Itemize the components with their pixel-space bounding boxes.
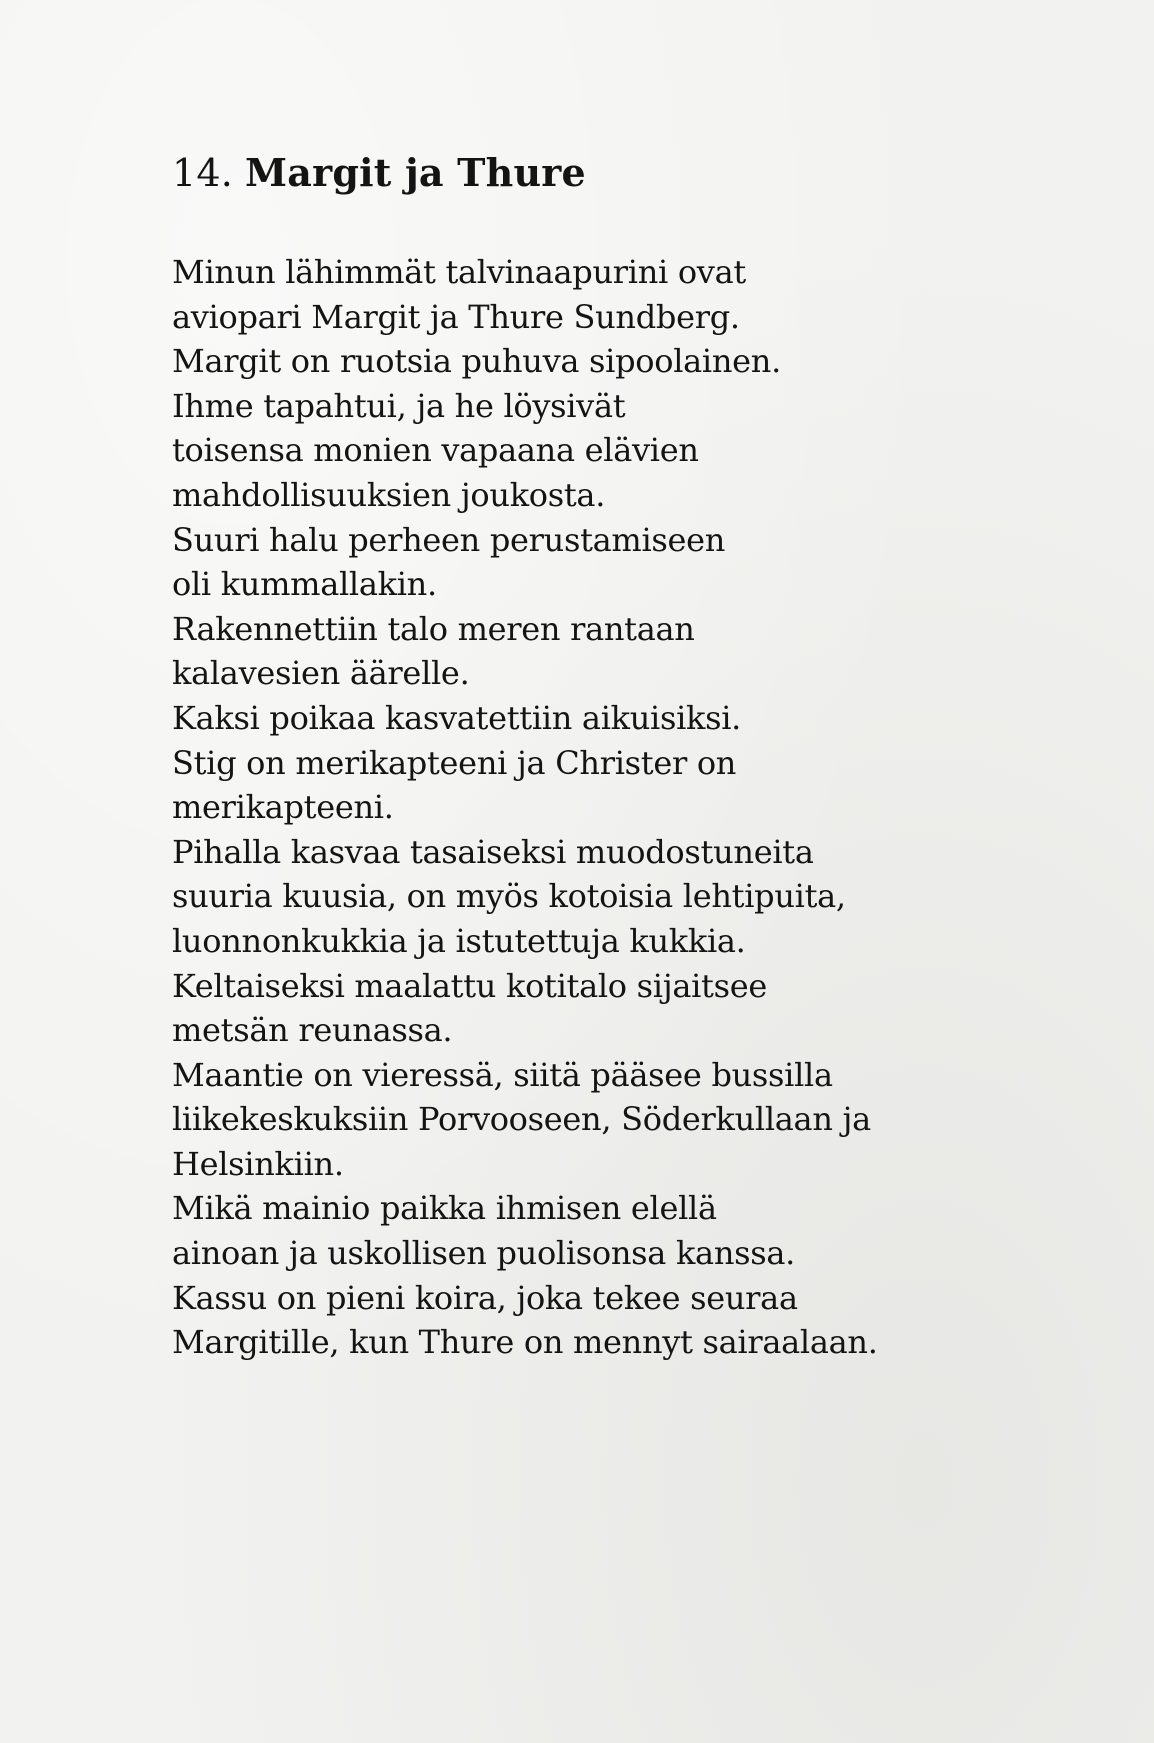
- poem-line: aviopari Margit ja Thure Sundberg.: [172, 297, 740, 336]
- poem-line: Kassu on pieni koira, joka tekee seuraa: [172, 1278, 798, 1317]
- chapter-number: 14.: [172, 151, 234, 195]
- poem-line: mahdollisuuksien joukosta.: [172, 475, 606, 514]
- poem-line: oli kummallakin.: [172, 565, 437, 604]
- poem-line: suuria kuusia, on myös kotoisia lehtipuita,: [172, 877, 846, 916]
- poem-line: liikekeskuksiin Porvooseen, Söderkullaan ja: [172, 1100, 871, 1139]
- chapter-title: Margit ja Thure: [245, 150, 586, 195]
- poem-line: Maantie on vieressä, siitä pääsee bussilla: [172, 1055, 833, 1094]
- poem-line: ainoan ja uskollisen puolisonsa kanssa.: [172, 1234, 796, 1273]
- poem-line: Minun lähimmät talvinaapurini ovat: [172, 253, 746, 291]
- poem-line: luonnonkukkia ja istutettuja kukkia.: [172, 921, 746, 960]
- poem-line: Rakennettiin talo meren rantaan: [172, 609, 695, 648]
- poem-line: Suuri halu perheen perustamiseen: [172, 520, 726, 559]
- poem-line: merikapteeni.: [172, 788, 394, 827]
- poem-line: Mikä mainio paikka ihmisen elellä: [172, 1189, 717, 1228]
- poem-line: Keltaiseksi maalattu kotitalo sijaitsee: [172, 966, 767, 1005]
- poem-line: toisensa monien vapaana elävien: [172, 431, 699, 470]
- poem-line: Pihalla kasvaa tasaiseksi muodostuneita: [172, 832, 814, 871]
- poem-body: [172, 250, 1112, 1365]
- poem-line: Margit on ruotsia puhuva sipoolainen.: [172, 342, 781, 381]
- poem-line: metsän reunassa.: [172, 1011, 453, 1050]
- poem-line: Margitille, kun Thure on mennyt sairaalaan.: [172, 1323, 878, 1362]
- poem-line: Ihme tapahtui, ja he löysivät: [172, 386, 626, 425]
- poem-line: Kaksi poikaa kasvatettiin aikuisiksi.: [172, 698, 742, 737]
- poem-line: kalavesien äärelle.: [172, 654, 470, 693]
- chapter-heading: [172, 150, 586, 195]
- poem-line: Helsinkiin.: [172, 1144, 344, 1183]
- poem-line: Stig on merikapteeni ja Christer on: [172, 743, 737, 782]
